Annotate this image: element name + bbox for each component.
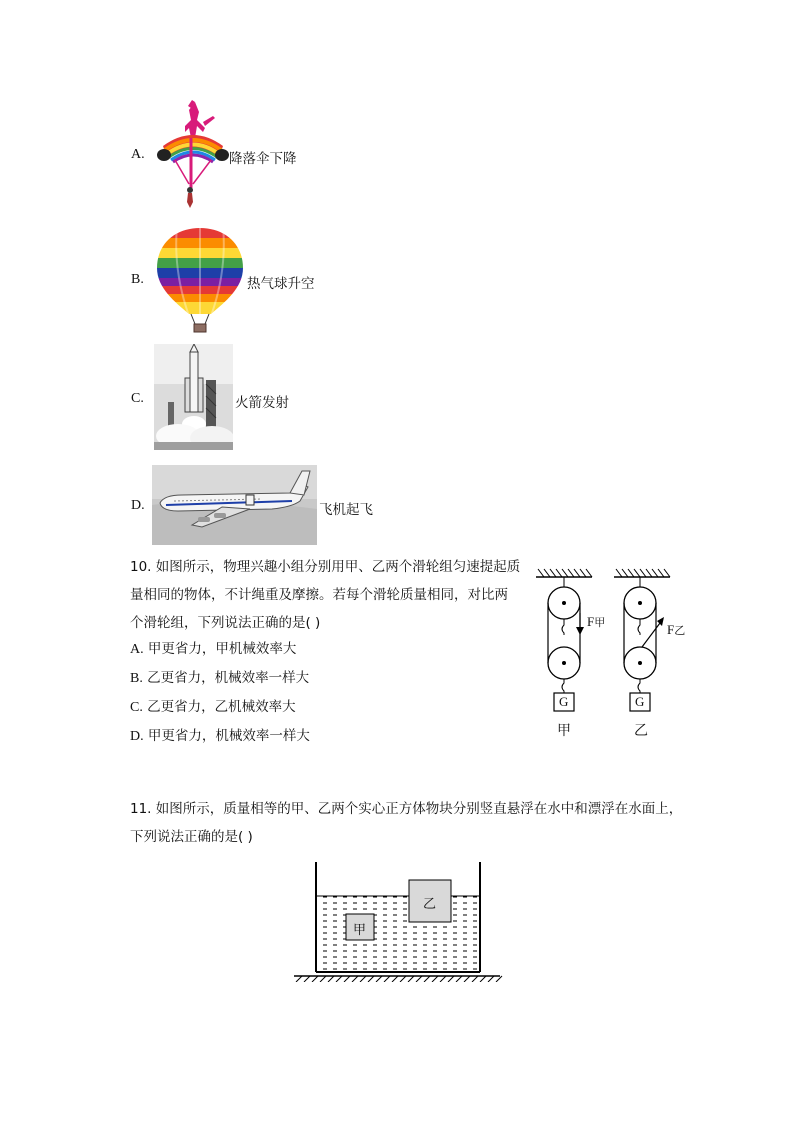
water-tank-figure: [292, 858, 504, 982]
rocket-launch-picture: [154, 344, 233, 450]
option-d-letter: D.: [131, 498, 145, 513]
option-d-text: 飞机起飞: [319, 502, 373, 518]
option-a-text: 降落伞下降: [229, 151, 297, 167]
question-10-stem: [130, 553, 530, 637]
block-yi-label: 乙: [423, 897, 437, 912]
question-10-options: [130, 635, 310, 751]
force-label-jia: F甲: [587, 614, 606, 629]
option-c[interactable]: C. 乙更省力，乙机械效率大: [130, 699, 296, 715]
block-jia-label: 甲: [353, 923, 367, 938]
force-label-yi: F乙: [667, 622, 686, 637]
option-b[interactable]: B. 乙更省力，机械效率一样大: [130, 670, 310, 686]
pulley-figure: [530, 565, 710, 745]
weight-label-yi: G: [635, 694, 645, 709]
option-a[interactable]: A. 甲更省力，甲机械效率大: [130, 641, 297, 657]
option-d[interactable]: D. 甲更省力，机械效率一样大: [130, 728, 310, 744]
question-11-stem: [130, 795, 690, 851]
question-number: 10.: [130, 559, 152, 575]
airplane-picture: [152, 465, 317, 545]
option-c-text: 火箭发射: [235, 395, 289, 411]
stem-line-1: 如图所示，质量相等的甲、乙两个实心正方体物块分别竖直悬浮在水中和漂浮在水面上，: [155, 801, 683, 817]
caption-jia: 甲: [557, 723, 571, 739]
caption-yi: 乙: [634, 723, 648, 739]
stem-line-1: 如图所示，物理兴趣小组分别用甲、乙两个滑轮组匀速提起质: [155, 559, 521, 575]
stem-line-3: 个滑轮组，下列说法正确的是( ): [130, 615, 321, 631]
option-b-text: 热气球升空: [247, 276, 315, 292]
weight-label-jia: G: [559, 694, 569, 709]
question-number: 11.: [130, 801, 152, 817]
hot-air-balloon-picture: [155, 226, 245, 334]
stem-line-2: 量相同的物体，不计绳重及摩擦。若每个滑轮质量相同，对比两: [130, 587, 508, 603]
option-a-letter: A.: [131, 147, 145, 162]
stem-line-2: 下列说法正确的是( ): [130, 829, 253, 845]
option-c-letter: C.: [131, 391, 144, 406]
parachute-picture: [155, 98, 231, 210]
option-b-letter: B.: [131, 272, 144, 287]
